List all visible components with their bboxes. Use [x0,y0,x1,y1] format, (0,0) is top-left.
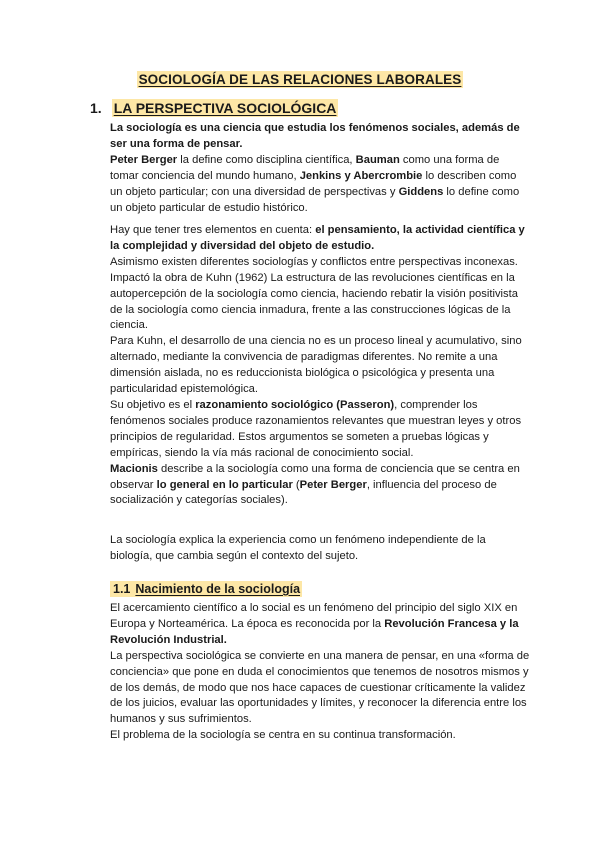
text-span: El acercamiento científico a lo social es un fenómeno del principio del siglo XIX en Europa y Norteamérica. La época es reconocida por la [110,602,518,630]
paragraph-origin [110,601,530,649]
paragraph-kuhn-development: Para Kuhn, el desarrollo de una ciencia no es un proceso lineal y acumulativo, sino alternado, mediante la convivencia de paradigmas diferentes. No remite a una dimensión aislada, no es reduccionista biológica o psicológica y presenta una particularidad epistemológica. [110,335,522,396]
section-1-1-body [110,601,530,744]
bold-span: razonamiento sociológico (Passeron) [195,398,395,411]
text-span: Su objetivo es el [110,398,196,411]
bold-span: el pensamiento, la actividad científica y la complejidad y diversidad del objeto de estudio. [110,224,525,252]
text-span: , influencia del proceso de socialización y categorías sociales). [110,478,497,507]
text-span: ( [292,478,300,491]
paragraph-problem: El problema de la sociología se centra en su continua transformación. [110,729,456,742]
author-macionis: Macionis [110,462,158,475]
paragraph-sociologies: Asimismo existen diferentes sociologías y conflictos entre perspectivas inconexas. [110,255,518,268]
section-1-title: LA PERSPECTIVA SOCIOLÓGICA [113,100,337,116]
author-jenkins-abercrombie: Jenkins y Abercrombie [299,169,423,182]
definition-text: La sociología es una ciencia que estudia los fenómenos sociales, además de ser una forma de pensar. [110,122,520,150]
text-span: la define como disciplina científica, [177,153,356,166]
paragraph-authors [110,153,530,217]
section-1-number: 1. [90,100,102,116]
paragraph-macionis [110,462,530,510]
section-1-body [110,223,530,509]
author-berger: Peter Berger [299,478,367,491]
paragraph-elements [110,223,530,255]
document-title-text: SOCIOLOGÍA DE LAS RELACIONES LABORALES [138,72,462,87]
bold-span: lo general en lo particular [156,478,293,491]
section-1-conclusion [110,533,530,565]
section-1-intro [110,121,530,216]
text-span: Hay que tener tres elementos en cuenta: [110,224,316,236]
text-span: lo define como un objeto particular de estudio histórico. [110,185,520,214]
bold-span: Revolución Francesa y la Revolución Industrial. [110,617,519,646]
author-giddens: Giddens [398,185,444,198]
document-title [0,72,600,87]
paragraph-objective [110,398,530,462]
paragraph-experience: La sociología explica la experiencia como un fenómeno independiente de la biología, que cambia según el contexto del sujeto. [110,534,486,562]
author-bauman: Bauman [355,153,400,166]
text-span: lo describen como un objeto particular; con una diversidad de perspectivas y [110,169,517,198]
section-1-1-title: Nacimiento de la sociología [135,582,301,596]
paragraph-perspective: La perspectiva sociológica se convierte en una manera de pensar, en una «forma de conciencia» que pone en duda el conocimientos que tenemos de nosotros mismos y de los demás, de modo que nos hace capaces de cuestionar críticamente la validez de los juicios, evaluar las oportunidades y límites, y reconocer la diferencia entre los humanos y sus sufrimientos. [110,649,530,726]
section-1-heading [90,100,338,116]
text-span: describe a la sociología como una forma de conciencia que se centra en observar [110,462,520,491]
text-span: como una forma de tomar conciencia del mundo humano, [110,153,500,182]
paragraph-kuhn-impact: Impactó la obra de Kuhn (1962) La estructura de las revoluciones científicas en la autopercepción de la sociología como ciencia, haciendo rebatir la visión positivista de la sociología como ciencia inmadura, frente a las construcciones lógicas de la ciencia. [110,271,518,332]
section-1-1-number: 1.1 [110,581,133,597]
text-span: , comprender los fenómenos sociales produce razonamientos relevantes que muestran leyes y otros principios de regularidad. Estos argumentos se someten a pruebas lógicas y empíricas, siendo la vía más racional de conocimiento social. [110,398,522,459]
section-1-1-heading [110,582,302,596]
paragraph-definition [110,121,530,153]
author-berger: Peter Berger [110,153,178,166]
